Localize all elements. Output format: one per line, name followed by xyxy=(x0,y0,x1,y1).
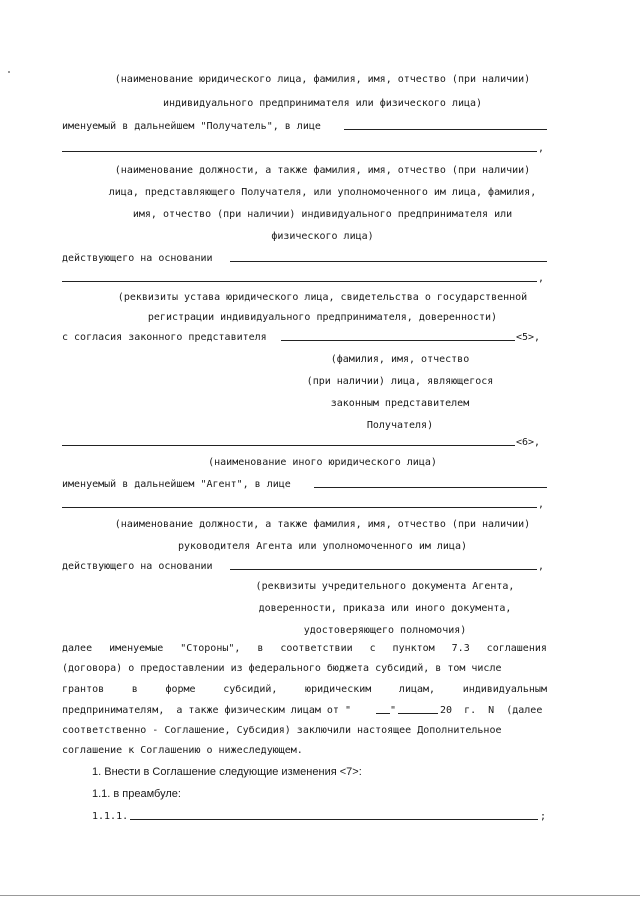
text-acting-basis: действующего на основании xyxy=(62,253,213,264)
paragraph-line-3: грантов в форме субсидий, юридическим лицам, индивидуальным xyxy=(62,684,547,695)
paragraph-line-1: далее именуемые "Стороны", в соответствии с пунктом 7.3 соглашения xyxy=(62,643,547,654)
blank-month xyxy=(398,713,438,714)
caption-agent-doc-3: удостоверяющего полномочия) xyxy=(303,625,467,636)
caption-position-4: физического лица) xyxy=(271,231,374,242)
section-heading-1-1: 1.1. в преамбуле: xyxy=(92,788,181,800)
caption-recipient-type: индивидуального предпринимателя или физического лица) xyxy=(162,98,483,109)
caption-position-1: (наименование должности, а также фамилия, имя, отчество (при наличии) xyxy=(114,165,531,176)
caption-agent-position-1: (наименование должности, а также фамилия, имя, отчество (при наличии) xyxy=(114,519,531,530)
item-number: 1.1.1. xyxy=(92,811,129,822)
paragraph-line-5: соответственно - Соглашение, Субсидия) заключили настоящее Дополнительное xyxy=(62,725,502,736)
comma: , xyxy=(538,143,545,154)
blank-acting-basis xyxy=(230,261,547,262)
section-heading-1: 1. Внести в Соглашение следующие изменения <7>: xyxy=(92,766,362,778)
caption-agent-doc-1: (реквизиты учредительного документа Агента, xyxy=(255,581,515,592)
text-recipient-referred: именуемый в дальнейшем "Получатель", в лице xyxy=(62,121,321,132)
caption-charter-2: регистрации индивидуального предпринимателя, доверенности) xyxy=(147,312,498,323)
item-end-semicolon: ; xyxy=(540,811,547,822)
blank-other-entity xyxy=(62,445,515,446)
caption-representative-3: законным представителем xyxy=(330,398,470,409)
blank-agent-person-cont xyxy=(62,507,537,508)
paragraph-line-4-start: предпринимателям, а также физическим лицам от " xyxy=(62,705,351,716)
scan-speck xyxy=(8,71,10,73)
blank-acting-basis-cont xyxy=(62,281,537,282)
text-agent-acting-basis: действующего на основании xyxy=(62,561,213,572)
caption-representative-4: Получателя) xyxy=(366,420,434,431)
blank-agent-acting-basis xyxy=(230,569,537,570)
caption-representative-2: (при наличии) лица, являющегося xyxy=(306,376,494,387)
caption-agent-doc-2: доверенности, приказа или иного документа, xyxy=(258,603,512,614)
caption-recipient-name: (наименование юридического лица, фамилия, имя, отчество (при наличии) xyxy=(114,74,531,85)
caption-position-3: имя, отчество (при наличии) индивидуального предпринимателя или xyxy=(132,209,513,220)
footnote-5: <5>, xyxy=(516,332,541,343)
text-legal-representative: с согласия законного представителя xyxy=(62,332,267,343)
paragraph-line-4-end: 20 г. N (далее xyxy=(440,705,543,716)
paragraph-line-4-quote: " xyxy=(390,705,397,716)
caption-position-2: лица, представляющего Получателя, или уполномоченного им лица, фамилия, xyxy=(108,187,537,198)
blank-day xyxy=(376,713,390,714)
caption-representative-1: (фамилия, имя, отчество xyxy=(330,354,470,365)
blank-agent-person xyxy=(314,487,547,488)
paragraph-line-2: (договора) о предоставлении из федерального бюджета субсидий, в том числе xyxy=(62,663,502,674)
comma: , xyxy=(538,561,545,572)
caption-agent-position-2: руководителя Агента или уполномоченного им лица) xyxy=(178,541,467,552)
footnote-6: <6>, xyxy=(516,437,541,448)
paragraph-line-6: соглашение к Соглашению о нижеследующем. xyxy=(62,745,303,756)
comma: , xyxy=(538,273,545,284)
blank-recipient-person-cont xyxy=(62,151,537,152)
blank-legal-representative xyxy=(281,340,515,341)
caption-other-entity: (наименование иного юридического лица) xyxy=(208,457,437,468)
comma: , xyxy=(538,499,545,510)
text-agent-referred: именуемый в дальнейшем "Агент", в лице xyxy=(62,479,291,490)
blank-recipient-person xyxy=(344,129,547,130)
caption-charter-1: (реквизиты устава юридического лица, свидетельства о государственной xyxy=(117,292,528,303)
blank-item-1-1-1 xyxy=(130,819,538,820)
page-bottom-rule xyxy=(0,895,640,896)
